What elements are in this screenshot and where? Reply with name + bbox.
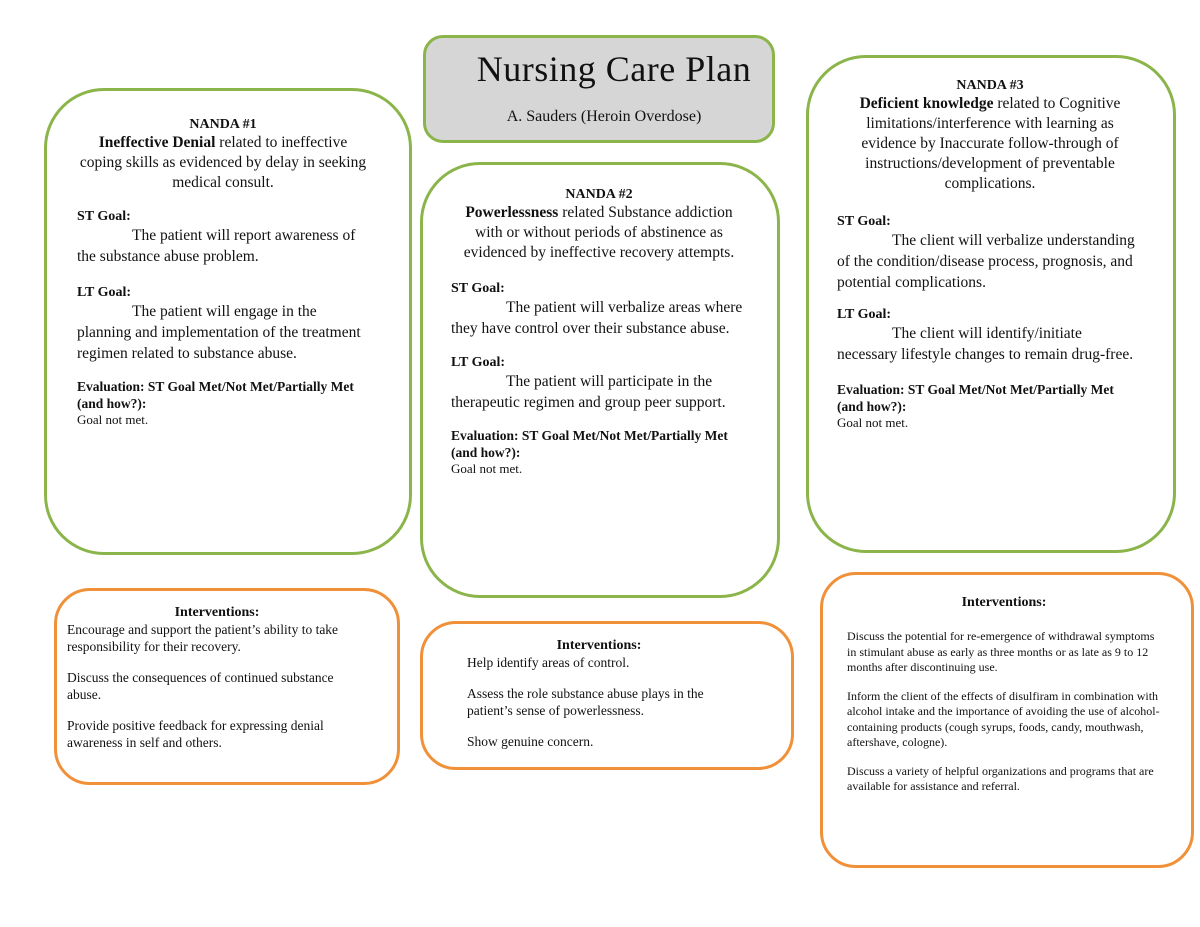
page-subtitle: A. Sauders (Heroin Overdose) (506, 108, 702, 125)
nanda-2-lt-label: LT Goal: (451, 355, 506, 370)
nanda-1-label: NANDA #1 (189, 117, 257, 132)
interventions-2-item: Help identify areas of control. (467, 655, 630, 670)
interventions-3-card (820, 572, 1194, 868)
nanda-1-evaluation-result: Goal not met. (77, 412, 149, 427)
nanda-3-diagnosis-text: related to Cognitive limitations/interference with learning as evidence by Inaccurate follow-through of instructions/development of preventable complications. (861, 95, 1121, 192)
nanda-2-lt-goal: The patient will participate in the therapeutic regimen and group peer support. (451, 373, 726, 411)
nanda-1-lt-label: LT Goal: (77, 285, 132, 300)
nanda-3-evaluation-result: Goal not met. (837, 415, 909, 430)
page-title: Nursing Care Plan (476, 49, 752, 89)
interventions-1-item: Provide positive feedback for expressing denial awareness in self and others. (67, 718, 324, 750)
nanda-1-card (44, 88, 412, 555)
nanda-3-diagnosis (837, 94, 1143, 194)
nanda-1-diagnosis-text: related to ineffective coping skills as evidenced by delay in seeking medical consult. (79, 134, 367, 191)
nanda-2-st-label: ST Goal: (451, 281, 505, 296)
nanda-3-card (806, 55, 1176, 553)
nanda-1-st-label: ST Goal: (77, 209, 131, 224)
nanda-3-label: NANDA #3 (956, 78, 1024, 93)
nanda-2-diagnosis-title: Powerlessness (465, 204, 559, 221)
interventions-1-card (54, 588, 400, 785)
nanda-2-card (420, 162, 780, 598)
interventions-3-title: Interventions: (961, 595, 1047, 610)
nanda-3-evaluation-label: Evaluation: ST Goal Met/Not Met/Partially Met (and how?): (837, 382, 1114, 414)
nanda-1-st-goal: The patient will report awareness of the substance abuse problem. (77, 227, 356, 265)
interventions-2-item: Assess the role substance abuse plays in the patient’s sense of powerlessness. (467, 686, 704, 718)
nanda-2-st-goal: The patient will verbalize areas where they have control over their substance abuse. (451, 299, 743, 337)
interventions-2-item: Show genuine concern. (467, 734, 594, 749)
nanda-3-lt-goal: The client will identify/initiate necessary lifestyle changes to remain drug-free. (837, 325, 1134, 363)
interventions-2-card (420, 621, 794, 770)
nanda-2-evaluation-label: Evaluation: ST Goal Met/Not Met/Partially Met (and how?): (451, 428, 728, 460)
nanda-1-diagnosis-title: Ineffective Denial (98, 134, 216, 151)
interventions-1-title: Interventions: (174, 605, 260, 620)
interventions-3-item: Inform the client of the effects of disulfiram in combination with alcohol intake and the importance of avoiding the use of alcohol-containing products (cough syrups, foods, candy, mouthwash, aftershave, cologne). (847, 688, 1160, 749)
interventions-3-item: Discuss a variety of helpful organizations and programs that are available for assistance and referral. (847, 763, 1154, 793)
nanda-2-diagnosis (451, 203, 747, 263)
nanda-3-diagnosis-title: Deficient knowledge (859, 95, 994, 112)
interventions-1-item: Discuss the consequences of continued substance abuse. (67, 670, 334, 702)
nanda-1-diagnosis (77, 133, 369, 193)
nanda-2-diagnosis-text: related Substance addiction with or without periods of abstinence as evidenced by ineffective recovery attempts. (463, 204, 735, 261)
nanda-2-label: NANDA #2 (565, 187, 633, 202)
title-box (423, 35, 775, 143)
nanda-2-evaluation-result: Goal not met. (451, 461, 523, 476)
nanda-3-lt-label: LT Goal: (837, 307, 892, 322)
nanda-3-st-goal: The client will verbalize understanding of the condition/disease process, prognosis, and potential complications. (837, 232, 1135, 291)
nanda-1-lt-goal: The patient will engage in the planning and implementation of the treatment regimen related to substance abuse. (77, 303, 361, 362)
interventions-3-item: Discuss the potential for re-emergence of withdrawal symptoms in stimulant abuse as early as three months or as late as 9 to 12 months after discontinuing use. (847, 629, 1155, 674)
nanda-3-st-label: ST Goal: (837, 214, 891, 229)
nanda-1-evaluation-label: Evaluation: ST Goal Met/Not Met/Partially Met (and how?): (77, 379, 354, 411)
interventions-1-item: Encourage and support the patient’s ability to take responsibility for their recovery. (67, 622, 339, 654)
interventions-2-title: Interventions: (556, 638, 642, 653)
